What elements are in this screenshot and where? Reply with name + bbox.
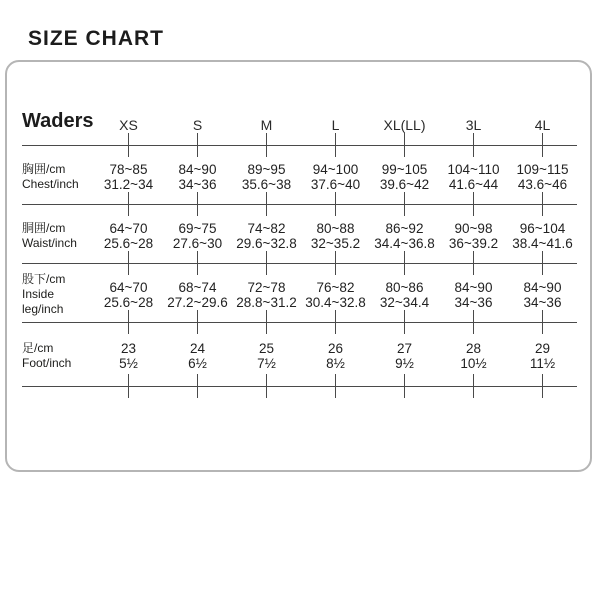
table-header-row: [22, 62, 577, 146]
measurement-label-en: Foot/inch: [22, 356, 72, 370]
value-cm: 76~82: [316, 279, 355, 295]
value-cm: 69~75: [178, 220, 217, 236]
value-cm: 104~110: [447, 161, 500, 177]
value-inch: 10½: [460, 356, 487, 371]
size-chart-panel: [5, 60, 592, 472]
value-inch: 37.6~40: [310, 176, 361, 192]
value-cm: 24: [189, 341, 206, 356]
value-cm: 29: [534, 341, 551, 356]
column-tick-mark: [473, 374, 474, 398]
measurement-label: [22, 205, 94, 263]
value-inch: 5½: [119, 356, 138, 371]
measurement-label: [22, 264, 94, 322]
value-cm: 109~115: [516, 161, 569, 177]
value-inch: 38.4~41.6: [512, 235, 573, 251]
value-cm: 84~90: [454, 279, 493, 295]
value-cm: 64~70: [109, 220, 148, 236]
value-inch: 7½: [257, 356, 276, 371]
value-inch: 35.6~38: [241, 176, 292, 192]
value-inch: 32~35.2: [310, 235, 361, 251]
column-tick-mark: [335, 374, 336, 398]
measurement-label: [22, 323, 94, 386]
value-inch: 34.4~36.8: [374, 235, 435, 251]
value-cm: 26: [327, 341, 344, 356]
value-cm: 28: [465, 341, 482, 356]
value-inch: 25.6~28: [103, 235, 154, 251]
value-cm: 80~86: [385, 279, 424, 295]
measurement-label-jp: 胴囲/cm: [22, 220, 66, 235]
value-inch: 28.8~31.2: [236, 294, 297, 310]
value-cm: 89~95: [247, 161, 286, 177]
table-row-foot: [22, 323, 577, 387]
value-inch: 43.6~46: [517, 176, 568, 192]
value-cm: 72~78: [247, 279, 286, 295]
value-inch: 9½: [395, 356, 414, 371]
column-tick-mark: [128, 374, 129, 398]
size-header-l: L: [331, 117, 340, 133]
value-inch: 8½: [326, 356, 345, 371]
size-header-xs: XS: [119, 117, 138, 133]
measurement-label-en: Inside leg/inch: [22, 287, 64, 316]
value-inch: 29.6~32.8: [236, 235, 297, 251]
value-inch: 25.6~28: [103, 294, 154, 310]
measurement-label-jp: 胸囲/cm: [22, 161, 66, 176]
value-inch: 34~36: [178, 176, 217, 192]
column-tick-mark: [542, 374, 543, 398]
table-row-waist: [22, 205, 577, 264]
size-chart-table: [22, 62, 577, 387]
value-inch: 27.6~30: [172, 235, 223, 251]
value-inch: 30.4~32.8: [305, 294, 366, 310]
table-row-chest: [22, 146, 577, 205]
column-tick-mark: [266, 374, 267, 398]
value-cm: 84~90: [178, 161, 217, 177]
value-cm: 80~88: [316, 220, 355, 236]
value-inch: 32~34.4: [379, 294, 430, 310]
value-inch: 34~36: [523, 294, 562, 310]
value-cm: 64~70: [109, 279, 148, 295]
value-inch: 6½: [188, 356, 207, 371]
value-cm: 96~104: [519, 220, 566, 236]
value-inch: 41.6~44: [448, 176, 499, 192]
measurement-label-jp: 足/cm: [22, 341, 54, 355]
value-cm: 94~100: [312, 161, 359, 177]
page-title: SIZE CHART: [28, 27, 164, 50]
value-cm: 68~74: [178, 279, 217, 295]
measurement-label: [22, 146, 94, 204]
measurement-label-en: Chest/inch: [22, 176, 79, 191]
size-header-4l: 4L: [534, 117, 551, 133]
table-row-inside-leg: [22, 264, 577, 323]
value-inch: 36~39.2: [448, 235, 499, 251]
column-tick-mark: [404, 374, 405, 398]
value-inch: 27.2~29.6: [167, 294, 228, 310]
size-header-xl: XL(LL): [383, 117, 426, 133]
value-cm: 99~105: [381, 161, 428, 177]
value-cm: 86~92: [385, 220, 424, 236]
value-inch: 31.2~34: [103, 176, 154, 192]
value-cm: 74~82: [247, 220, 286, 236]
size-header-s: S: [192, 117, 203, 133]
value-inch: 11½: [529, 356, 556, 371]
value-cm: 27: [396, 341, 413, 356]
value-inch: 34~36: [454, 294, 493, 310]
product-name: Waders: [22, 110, 94, 132]
value-inch: 39.6~42: [379, 176, 430, 192]
value-cm: 84~90: [523, 279, 562, 295]
value-cm: 25: [258, 341, 275, 356]
value-cm: 90~98: [454, 220, 493, 236]
column-tick-mark: [197, 374, 198, 398]
measurement-label-jp: 股下/cm: [22, 272, 66, 286]
value-cm: 78~85: [109, 161, 148, 177]
value-cm: 23: [120, 341, 137, 356]
size-header-m: M: [260, 117, 273, 133]
measurement-label-en: Waist/inch: [22, 235, 77, 250]
size-header-3l: 3L: [465, 117, 482, 133]
